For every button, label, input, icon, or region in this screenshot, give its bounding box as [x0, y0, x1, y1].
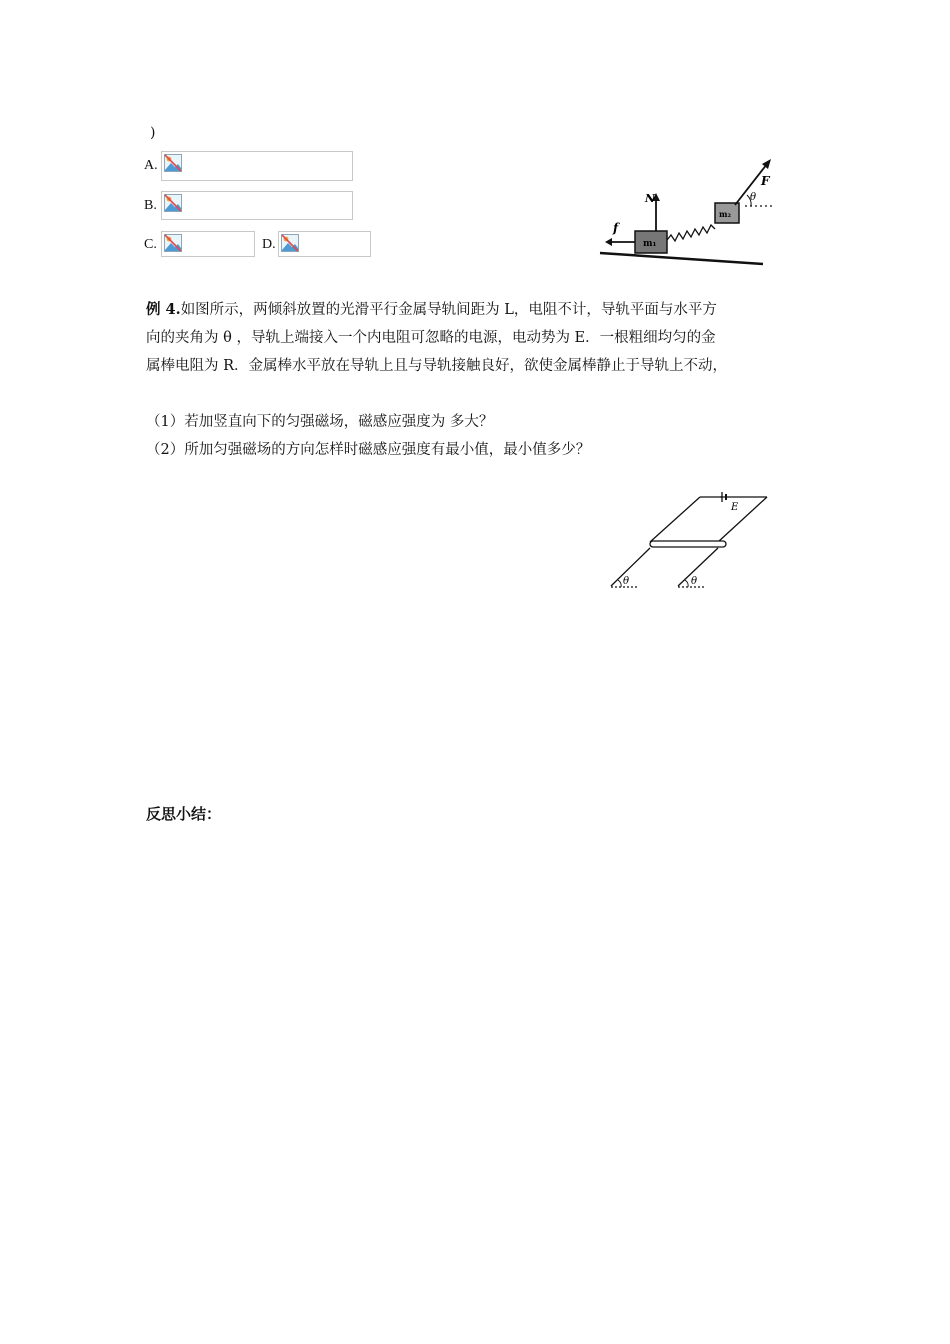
example-4-label: 例 4. — [146, 301, 181, 318]
metal-rod — [650, 541, 726, 547]
label-m1: m₁ — [643, 239, 657, 249]
example-4-paragraph — [146, 296, 826, 380]
example-4-line-2: 向的夹角为 θ ，导轨上端接入一个内电阻可忽略的电源，电动势为 E．一根粗细均匀的金 — [146, 330, 716, 346]
label-m2: m₂ — [719, 209, 731, 219]
label-n: N — [645, 192, 656, 205]
question-1: （1）若加竖直向下的匀强磁场，磁感应强度为 多大？ — [146, 414, 494, 430]
figure-spring-blocks — [595, 150, 775, 270]
label-f: f — [613, 221, 619, 235]
option-b-image[interactable] — [161, 191, 353, 220]
option-d-image[interactable] — [278, 231, 371, 257]
figure-inclined-rails — [605, 490, 775, 595]
broken-image-icon — [164, 194, 182, 212]
example-4-line-3: 属棒电阻为 R．金属棒水平放在导轨上且与导轨接触良好，欲使金属棒静止于导轨上不动， — [146, 358, 728, 374]
ground-line — [600, 253, 763, 264]
option-c-label: C. — [144, 237, 157, 252]
broken-image-icon — [164, 234, 182, 252]
closing-paren: ) — [150, 125, 156, 141]
option-d-label: D. — [262, 237, 276, 252]
question-2: （2）所加匀强磁场的方向怎样时磁感应强度有最小值，最小值多少？ — [146, 442, 591, 458]
label-theta-right: θ — [691, 576, 698, 587]
example-4-line-1 — [146, 296, 826, 324]
label-theta-left: θ — [623, 576, 630, 587]
label-big-f: F — [761, 174, 770, 188]
option-a-image[interactable] — [161, 151, 353, 181]
label-e: E — [731, 502, 739, 513]
spring — [667, 225, 715, 241]
option-a-label: A. — [144, 158, 158, 173]
option-c-image[interactable] — [161, 231, 255, 257]
label-theta-f: θ — [750, 192, 757, 203]
example-4-text-1: 如图所示，两倾斜放置的光滑平行金属导轨间距为 L，电阻不计，导轨平面与水平方 — [180, 302, 717, 318]
broken-image-icon — [164, 154, 182, 172]
option-b-label: B. — [144, 198, 157, 213]
broken-image-icon — [281, 234, 299, 252]
reflection-heading: 反思小结： — [146, 805, 222, 823]
